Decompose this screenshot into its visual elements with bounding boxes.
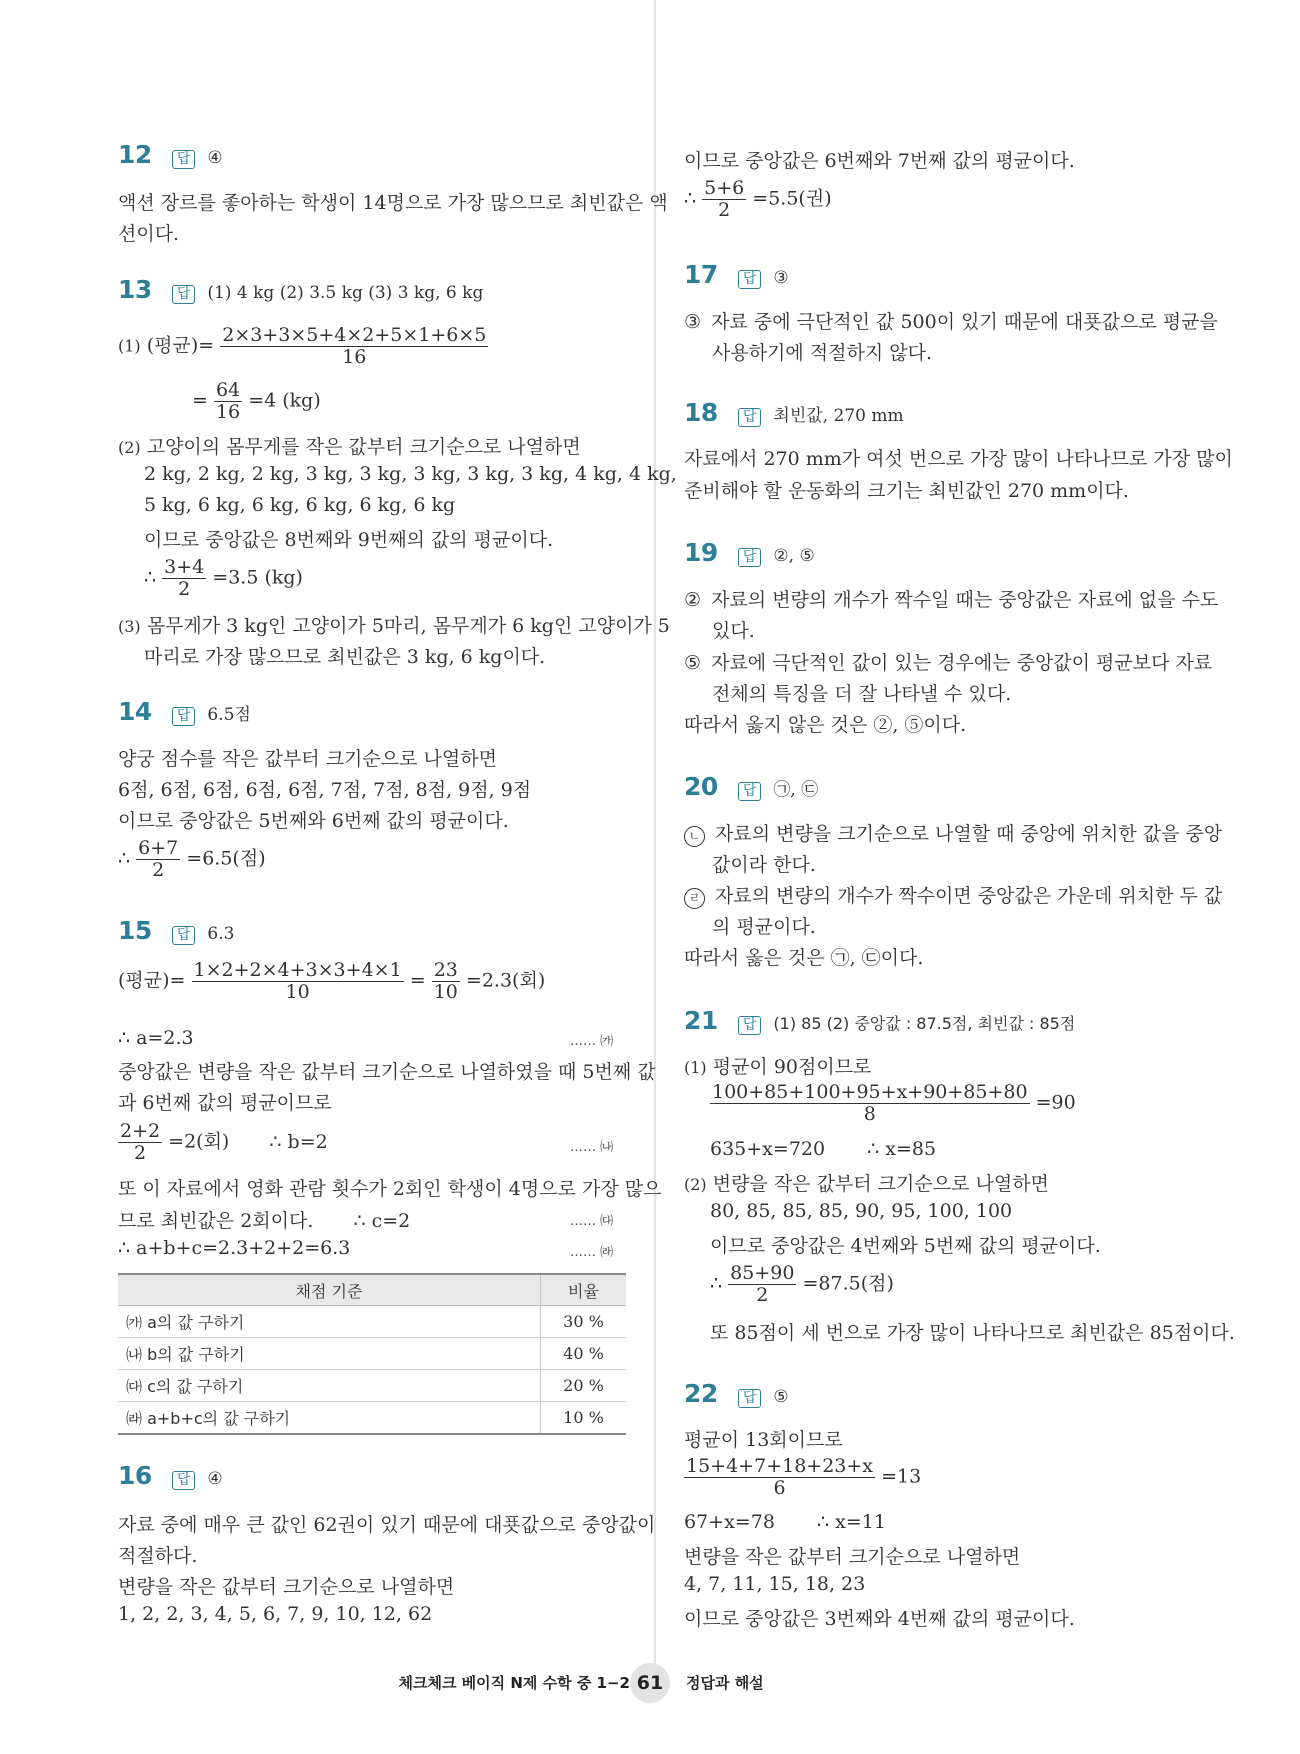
q15-fraction1 (192, 960, 404, 1003)
q17-line2: 사용하기에 적절하지 않다. (712, 342, 933, 364)
q13-part1-label: (1) (118, 336, 141, 356)
q16-line1: 자료 중에 매우 큰 값인 62권이 있기 때문에 대푯값으로 중앙값이 (118, 1514, 656, 1536)
q15-c-line: ∴ c=2 (353, 1210, 411, 1232)
answer-label-badge: 답 (738, 548, 762, 567)
q15-mark-da: …… ㈐ (570, 1214, 614, 1229)
q15-avg-label: (평균)= (118, 969, 186, 992)
q19-line1 (684, 585, 1218, 612)
answer-label-badge: 답 (172, 926, 196, 945)
q17-choice: ③ (684, 311, 702, 333)
q19-line4: 전체의 특징을 더 잘 나타낼 수 있다. (712, 683, 1012, 705)
q21-line6: 또 85점이 세 번으로 가장 많이 나타나므로 최빈값은 85점이다. (710, 1322, 1235, 1344)
q16-numerator: 5+6 (704, 177, 745, 199)
q13-answer: (1) 4 kg (2) 3.5 kg (3) 3 kg, 6 kg (207, 283, 484, 303)
q20-number: 20 (684, 772, 718, 801)
q13-avg-label: (평균)= (146, 334, 215, 357)
q13-fraction1 (220, 325, 488, 368)
therefore-symbol: ∴ (710, 1272, 723, 1295)
footer-book-title: 체크체크 베이직 N제 수학 중 1−2 (398, 1674, 630, 1692)
q22-formula (684, 1456, 921, 1499)
q13-part3-label: (3) (118, 617, 141, 636)
q15-b-line: ∴ b=2 (269, 1130, 328, 1153)
q22-fraction (684, 1456, 875, 1499)
q15-line3: 또 이 자료에서 영화 관람 횟수가 2회인 학생이 4명으로 가장 많으 (118, 1178, 662, 1200)
q15-header (118, 916, 234, 945)
q15-line1: 중앙값은 변량을 작은 값부터 크기순으로 나열하였을 때 5번째 값 (118, 1061, 656, 1083)
q22-line5: 이므로 중앙값은 3번째와 4번째 값의 평균이다. (684, 1608, 1075, 1630)
q16-header (118, 1461, 223, 1490)
q14-line2: 6점, 6점, 6점, 6점, 6점, 7점, 7점, 8점, 9점, 9점 (118, 779, 532, 801)
q15-fraction2 (432, 960, 460, 1003)
q14-header (118, 697, 251, 726)
q18-answer: 최빈값, 270 mm (773, 406, 904, 426)
table-cell-criteria: ㈑ a+b+c의 값 구하기 (118, 1402, 541, 1435)
q13-formula1 (118, 325, 488, 368)
q14-fraction (136, 838, 180, 881)
q13-denominator3: 2 (178, 578, 191, 600)
q15-mark-ga: …… ㈎ (570, 1034, 614, 1049)
q21-denominator1: 8 (863, 1103, 876, 1125)
q15-denominator3: 2 (134, 1142, 147, 1164)
q20-line3 (684, 881, 1222, 909)
q12-line2: 션이다. (118, 223, 180, 245)
q19-line5: 따라서 옳지 않은 것은 ②, ⑤이다. (684, 714, 967, 736)
q12-answer: ④ (207, 148, 223, 168)
q13-formula3 (144, 557, 303, 600)
q13-denominator2: 16 (215, 401, 241, 423)
q13-part2-text: 고양이의 몸무게를 작은 값부터 크기순으로 나열하면 (146, 436, 581, 458)
q15-numerator3: 2+2 (120, 1120, 161, 1142)
q16-line2: 적절하다. (118, 1545, 198, 1567)
q13-line6: 마리로 가장 많으므로 최빈값은 3 kg, 6 kg이다. (144, 646, 546, 668)
q15-mark-na: …… ㈏ (570, 1140, 614, 1155)
answer-label-badge: 답 (738, 408, 762, 427)
q22-result: =13 (881, 1465, 922, 1488)
q20-header (684, 772, 818, 801)
q21-x-result: ∴ x=85 (867, 1138, 937, 1160)
page-number: 61 (630, 1663, 670, 1703)
q20-line4: 의 평균이다. (712, 916, 816, 938)
q13-fraction3 (162, 557, 206, 600)
q20-line1 (684, 819, 1222, 847)
table-cell-criteria: ㈏ b의 값 구하기 (118, 1338, 541, 1370)
q21-part1-label: (1) (684, 1058, 707, 1077)
q19-text3: 자료에 극단적인 값이 있는 경우에는 중앙값이 평균보다 자료 (711, 652, 1213, 674)
q22-denominator: 6 (773, 1477, 786, 1499)
q16-denominator: 2 (718, 199, 731, 221)
q21-part1-line (684, 1052, 871, 1079)
q22-number: 22 (684, 1379, 718, 1408)
answer-label-badge: 답 (172, 150, 196, 169)
q16-cont-line1: 이므로 중앙값은 6번째와 7번째 값의 평균이다. (684, 150, 1075, 172)
q19-text1: 자료의 변량의 개수가 짝수일 때는 중앙값은 자료에 없을 수도 (711, 589, 1219, 611)
q14-line1: 양궁 점수를 작은 값부터 크기순으로 나열하면 (118, 748, 497, 770)
q16-line3: 변량을 작은 값부터 크기순으로 나열하면 (118, 1576, 455, 1598)
q12-line1: 액션 장르를 좋아하는 학생이 14명으로 가장 많으므로 최빈값은 액 (118, 192, 668, 214)
q21-number: 21 (684, 1006, 718, 1035)
q13-line3: 5 kg, 6 kg, 6 kg, 6 kg, 6 kg, 6 kg (144, 494, 456, 516)
q16-number: 16 (118, 1461, 152, 1490)
q13-part3-line1 (118, 611, 670, 638)
q20-line5: 따라서 옳은 것은 ㉠, ㉢이다. (684, 947, 924, 969)
answer-label-badge: 답 (738, 1016, 762, 1035)
q15-answer: 6.3 (207, 924, 235, 944)
q16-result: =5.5(권) (752, 187, 832, 210)
right-column (684, 0, 1235, 1754)
q21-formula2 (710, 1263, 894, 1306)
q13-result1: =4 (kg) (248, 389, 321, 412)
q21-line4: 80, 85, 85, 85, 90, 95, 100, 100 (710, 1200, 1013, 1222)
q13-result2: =3.5 (kg) (212, 566, 303, 589)
table-row (118, 1306, 626, 1338)
q19-choice2: ② (684, 589, 702, 611)
q13-number: 13 (118, 275, 152, 304)
q13-part2-label: (2) (118, 438, 141, 457)
q20-answer: ㉠, ㉢ (773, 780, 819, 800)
q12-header (118, 140, 223, 169)
q19-number: 19 (684, 538, 718, 567)
answer-label-badge: 답 (738, 782, 762, 801)
q13-part3-text: 몸무게가 3 kg인 고양이가 5마리, 몸무게가 6 kg인 고양이가 5 (146, 615, 670, 637)
q16-cont-formula (684, 178, 832, 221)
q15-line4 (118, 1206, 410, 1233)
q20-line2: 값이라 한다. (712, 854, 816, 876)
q14-line3: 이므로 중앙값은 5번째와 6번째 값의 평균이다. (118, 810, 509, 832)
therefore-symbol: ∴ (684, 187, 697, 210)
q17-text1: 자료 중에 극단적인 값 500이 있기 때문에 대푯값으로 평균을 (711, 311, 1218, 333)
q14-answer: 6.5점 (207, 705, 251, 725)
q20-choice-rieul: ㄹ (684, 888, 705, 909)
equals-sign: = (192, 389, 208, 412)
q16-answer: ④ (207, 1469, 223, 1489)
q21-equation: 635+x=720 (710, 1138, 826, 1160)
equals-sign: = (409, 969, 426, 992)
q15-formula2 (118, 1121, 328, 1164)
q19-header (684, 538, 815, 567)
q13-numerator3: 3+4 (164, 556, 205, 578)
q18-line1: 자료에서 270 mm가 여섯 번으로 가장 많이 나타나므로 가장 많이 (684, 448, 1233, 470)
q16-line4: 1, 2, 2, 3, 4, 5, 6, 7, 9, 10, 12, 62 (118, 1603, 433, 1625)
q21-header (684, 1006, 1075, 1035)
q20-text1: 자료의 변량을 크기순으로 나열할 때 중앙에 위치한 값을 중앙 (715, 823, 1223, 845)
q21-numerator1: 100+85+100+95+x+90+85+80 (712, 1081, 1028, 1103)
q15-mark-ra: …… ㈑ (570, 1245, 614, 1260)
q22-line4: 4, 7, 11, 15, 18, 23 (684, 1573, 866, 1595)
table-row (118, 1338, 626, 1370)
q21-line5: 이므로 중앙값은 4번째와 5번째 값의 평균이다. (710, 1235, 1101, 1257)
q18-number: 18 (684, 398, 718, 427)
table-cell-ratio: 20 % (541, 1370, 627, 1402)
q17-line1 (684, 307, 1218, 334)
table-row (118, 1402, 626, 1435)
q21-part2-line (684, 1169, 1049, 1196)
therefore-symbol: ∴ (118, 847, 131, 870)
q13-numerator2: 64 (215, 379, 241, 401)
q15-denominator2: 10 (433, 981, 458, 1003)
table-cell-ratio: 30 % (541, 1306, 627, 1338)
table-cell-criteria: ㈐ c의 값 구하기 (118, 1370, 541, 1402)
table-cell-ratio: 10 % (541, 1402, 627, 1435)
q15-number: 15 (118, 916, 152, 945)
column-divider (654, 0, 656, 1680)
q13-line2: 2 kg, 2 kg, 2 kg, 3 kg, 3 kg, 3 kg, 3 kg, 3 kg, 4 kg, 4 kg, (144, 463, 677, 485)
answer-label-badge: 답 (172, 707, 196, 726)
q13-line4: 이므로 중앙값은 8번째와 9번째의 값의 평균이다. (144, 529, 554, 551)
q19-answer: ②, ⑤ (773, 546, 815, 566)
q22-line2 (684, 1511, 886, 1533)
table-row (118, 1370, 626, 1402)
q19-choice5: ⑤ (684, 652, 702, 674)
q18-line2: 준비해야 할 운동화의 크기는 최빈값인 270 mm이다. (684, 480, 1129, 502)
q15-a-line: ∴ a=2.3 (118, 1027, 194, 1049)
q15-denominator1: 10 (285, 981, 310, 1003)
q17-answer: ③ (773, 268, 789, 288)
footer-section-title: 정답과 해설 (686, 1674, 764, 1692)
q19-line2: 있다. (712, 620, 755, 642)
q21-part2-text: 변량을 작은 값부터 크기순으로 나열하면 (712, 1173, 1049, 1195)
q22-x-result: ∴ x=11 (816, 1511, 886, 1533)
q22-answer: ⑤ (773, 1387, 789, 1407)
q19-line3 (684, 648, 1212, 675)
q20-choice-nieun: ㄴ (684, 826, 705, 847)
q14-denominator: 2 (152, 859, 165, 881)
answer-label-badge: 답 (738, 270, 762, 289)
q13-denominator1: 16 (342, 346, 367, 368)
q21-formula1 (710, 1082, 1076, 1125)
q14-formula (118, 838, 266, 881)
q14-number: 14 (118, 697, 152, 726)
q14-numerator: 6+7 (138, 837, 179, 859)
q22-numerator: 15+4+7+18+23+x (686, 1455, 874, 1477)
q21-fraction2 (728, 1263, 796, 1306)
q22-equation: 67+x=78 (684, 1511, 775, 1533)
q17-number: 17 (684, 260, 718, 289)
q17-header (684, 260, 789, 289)
q21-result2: =87.5(점) (802, 1272, 894, 1295)
q21-denominator2: 2 (756, 1284, 769, 1306)
table-cell-ratio: 40 % (541, 1338, 627, 1370)
table-header-ratio: 비율 (541, 1274, 627, 1306)
q22-header (684, 1379, 789, 1408)
table-cell-criteria: ㈎ a의 값 구하기 (118, 1306, 541, 1338)
q21-part1-text: 평균이 90점이므로 (712, 1056, 872, 1078)
q21-result1: =90 (1035, 1091, 1076, 1114)
q16-fraction (702, 178, 746, 221)
answer-label-badge: 답 (172, 285, 196, 304)
q21-answer: (1) 85 (2) 중앙값 : 87.5점, 최빈값 : 85점 (773, 1014, 1076, 1033)
q21-numerator2: 85+90 (730, 1262, 795, 1284)
therefore-symbol: ∴ (144, 566, 157, 589)
scoring-table (118, 1273, 626, 1435)
table-header-criteria: 채점 기준 (118, 1274, 541, 1306)
q15-line4-text: 므로 최빈값은 2회이다. (118, 1210, 314, 1232)
q22-line3: 변량을 작은 값부터 크기순으로 나열하면 (684, 1546, 1021, 1568)
q15-numerator1: 1×2+2×4+3×3+4×1 (193, 959, 402, 981)
q12-number: 12 (118, 140, 152, 169)
q15-line2: 과 6번째 값의 평균이므로 (118, 1092, 332, 1114)
q15-sum-line: ∴ a+b+c=2.3+2+2=6.3 (118, 1237, 351, 1259)
q21-part2-label: (2) (684, 1175, 707, 1194)
answer-label-badge: 답 (172, 1471, 196, 1490)
q22-line1: 평균이 13회이므로 (684, 1429, 843, 1451)
q21-fraction1 (710, 1082, 1030, 1125)
q13-numerator1: 2×3+3×5+4×2+5×1+6×5 (222, 324, 487, 346)
q13-fraction2 (214, 380, 242, 423)
q15-fraction3 (118, 1121, 162, 1164)
q15-numerator2: 23 (433, 959, 458, 981)
q15-formula1 (118, 960, 545, 1003)
q13-header (118, 275, 483, 304)
q13-part2-line1 (118, 432, 581, 459)
q15-result2: =2(회) (168, 1130, 230, 1153)
q18-header (684, 398, 904, 427)
q14-result: =6.5(점) (186, 847, 266, 870)
q21-line2 (710, 1138, 936, 1160)
q15-result1: =2.3(회) (465, 969, 546, 992)
answer-label-badge: 답 (738, 1389, 762, 1408)
q13-formula2 (192, 380, 321, 423)
q20-text3: 자료의 변량의 개수가 짝수이면 중앙값은 가운데 위치한 두 값 (715, 885, 1223, 907)
